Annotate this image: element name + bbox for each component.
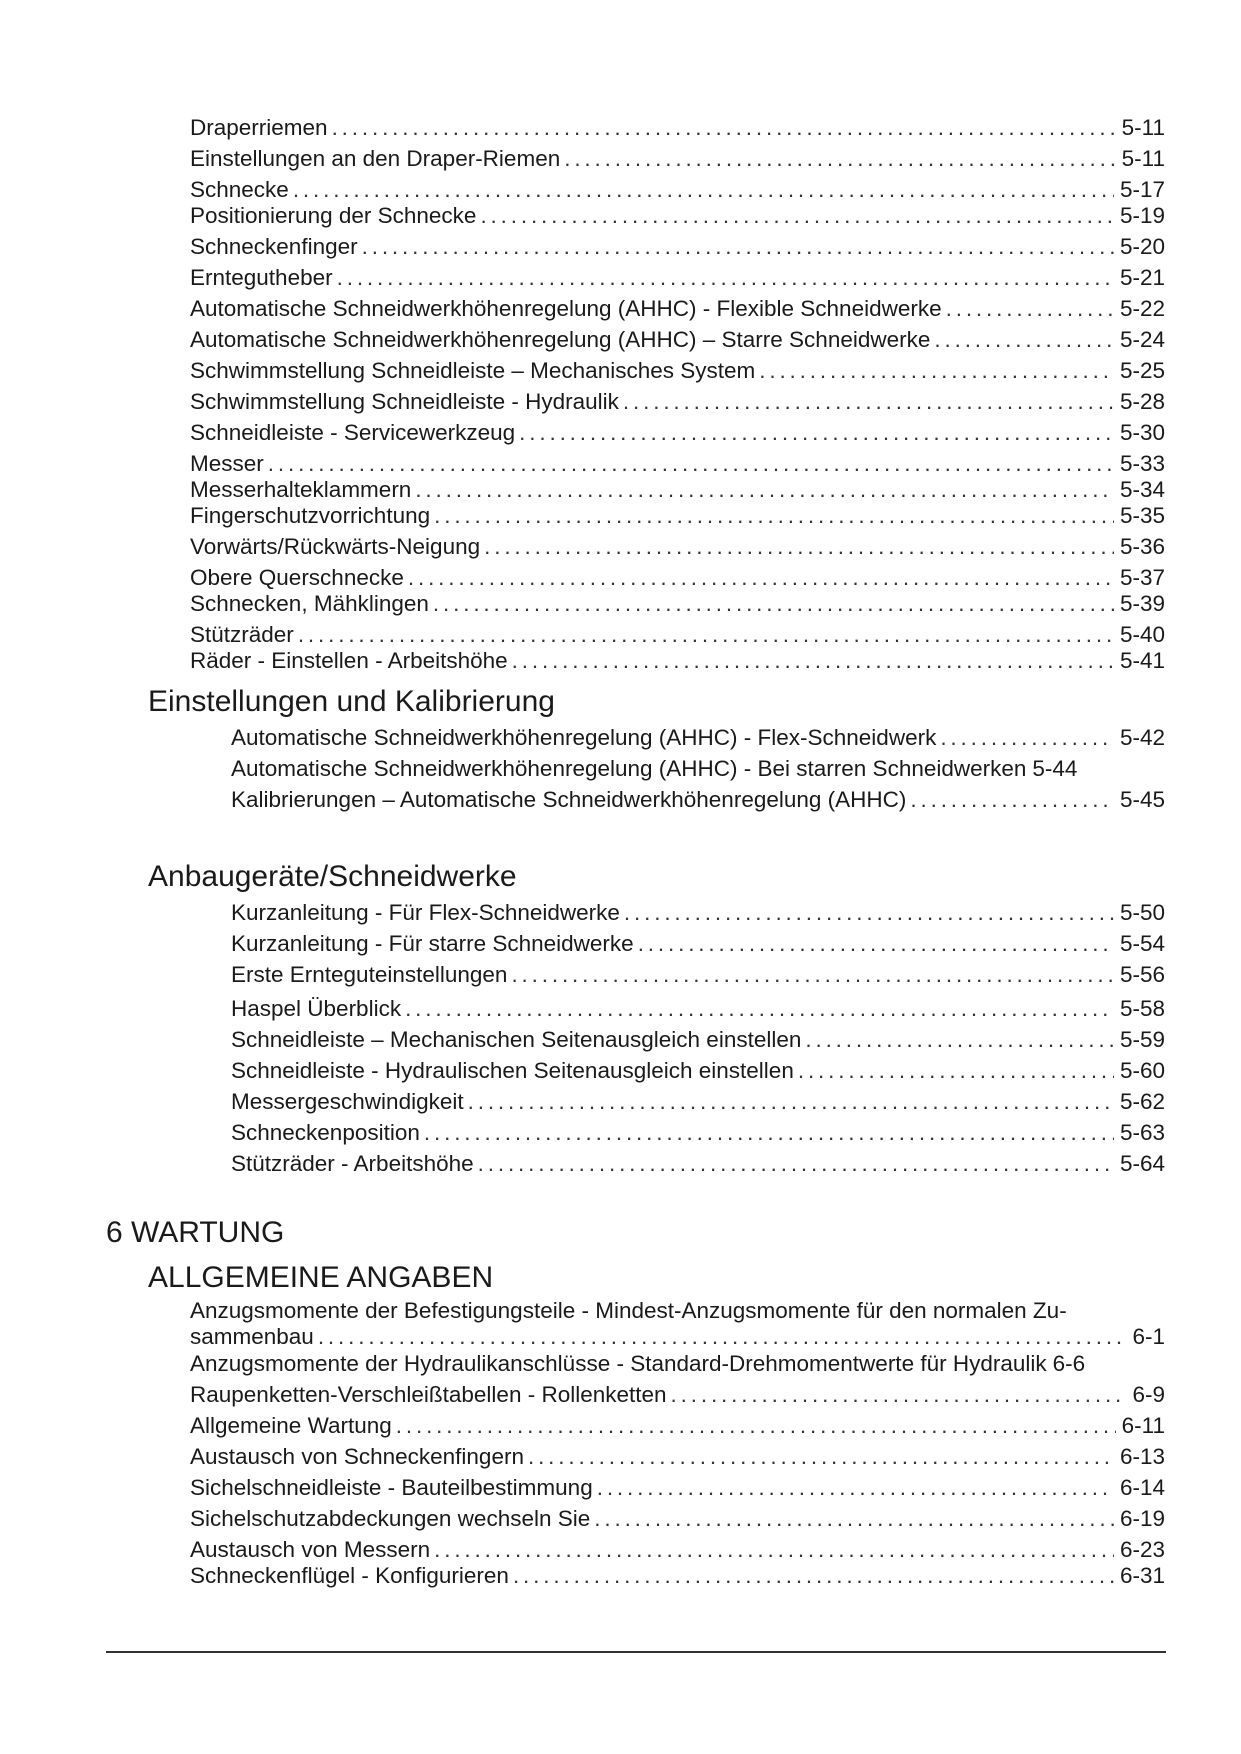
toc-entry-page: 6-19 xyxy=(1119,1506,1165,1531)
toc-entry-title: Schnecken, Mähklingen xyxy=(190,591,429,616)
toc-entry[interactable] xyxy=(231,755,1165,783)
leader-dots xyxy=(594,1505,1114,1533)
toc-entry-title: Kalibrierungen – Automatische Schneidwerkhöhenregelung (AHHC) xyxy=(231,787,907,812)
toc-entry-page: 5-59 xyxy=(1119,1027,1165,1052)
leader-dots xyxy=(511,961,1114,989)
toc-entry-page: 5-30 xyxy=(1119,420,1165,445)
toc-entry[interactable] xyxy=(190,114,1165,142)
leader-dots xyxy=(468,1088,1114,1116)
leader-dots xyxy=(408,564,1114,592)
toc-entry[interactable] xyxy=(231,995,1165,1023)
leader-dots xyxy=(519,419,1114,447)
toc-entry-title: Messer xyxy=(190,451,264,476)
leader-dots xyxy=(405,995,1114,1023)
leader-dots xyxy=(805,1026,1114,1054)
toc-entry-page: 5-63 xyxy=(1119,1120,1165,1145)
toc-entry-page: 5-11 xyxy=(1121,115,1165,140)
toc-entry-title: Haspel Überblick xyxy=(231,996,402,1021)
toc-entry-page: 5-40 xyxy=(1119,622,1165,647)
toc-entry-page: 6-11 xyxy=(1121,1413,1165,1438)
toc-entry-page: 5-36 xyxy=(1119,534,1165,559)
toc-entry-title: Positionierung der Schnecke xyxy=(190,203,477,228)
chapter-heading: 6 WARTUNG xyxy=(106,1216,285,1249)
leader-dots xyxy=(597,1474,1114,1502)
toc-entry-title: Schneidleiste - Hydraulischen Seitenausgleich einstellen xyxy=(231,1058,794,1083)
toc-entry[interactable] xyxy=(190,264,1165,292)
toc-entry[interactable] xyxy=(231,1119,1165,1147)
leader-dots xyxy=(940,724,1114,752)
leader-dots xyxy=(415,476,1114,504)
leader-dots xyxy=(910,786,1114,814)
toc-entry-title: Automatische Schneidwerkhöhenregelung (AHHC) - Bei starren Schneidwerken xyxy=(231,756,1027,781)
leader-dots xyxy=(298,621,1114,649)
toc-entry-page: 5-64 xyxy=(1119,1151,1165,1176)
toc-entry[interactable] xyxy=(190,202,1165,230)
toc-entry-title: Schwimmstellung Schneidleiste - Hydraulik xyxy=(190,389,619,414)
leader-dots xyxy=(484,533,1114,561)
section-heading-general: ALLGEMEINE ANGABEN xyxy=(148,1261,494,1294)
toc-entry-title: Fingerschutzvorrichtung xyxy=(190,503,431,528)
toc-entry-title: Messerhalteklammern xyxy=(190,477,412,502)
toc-entry-title: Kurzanleitung - Für Flex-Schneidwerke xyxy=(231,900,620,925)
toc-entry[interactable] xyxy=(190,1323,1165,1351)
leader-dots xyxy=(268,450,1114,478)
leader-dots xyxy=(528,1443,1114,1471)
leader-dots xyxy=(512,647,1114,675)
toc-entry-page: 5-56 xyxy=(1119,962,1165,987)
leader-dots xyxy=(623,388,1114,416)
toc-entry-title: Schnecke xyxy=(190,177,289,202)
toc-entry[interactable] xyxy=(190,1443,1165,1471)
toc-entry-page: 5-34 xyxy=(1119,477,1165,502)
toc-entry-title: Automatische Schneidwerkhöhenregelung (AHHC) – Starre Schneidwerke xyxy=(190,327,931,352)
toc-entry[interactable] xyxy=(190,1381,1165,1409)
leader-dots xyxy=(564,145,1115,173)
toc-entry-title: Schneidleiste – Mechanischen Seitenausgleich einstellen xyxy=(231,1027,802,1052)
toc-entry-title: Austausch von Messern xyxy=(190,1537,431,1562)
toc-entry[interactable] xyxy=(231,786,1165,814)
toc-entry-title: Räder - Einstellen - Arbeitshöhe xyxy=(190,648,508,673)
toc-entry-title: Sichelschneidleiste - Bauteilbestimmung xyxy=(190,1475,593,1500)
toc-entry-page: 6-1 xyxy=(1132,1324,1165,1349)
toc-entry[interactable] xyxy=(190,476,1165,504)
leader-dots xyxy=(332,114,1116,142)
toc-entry-page: 5-35 xyxy=(1119,503,1165,528)
leader-dots xyxy=(513,1562,1114,1590)
toc-entry[interactable] xyxy=(190,502,1165,530)
leader-dots xyxy=(624,899,1114,927)
toc-entry-title: Automatische Schneidwerkhöhenregelung (AHHC) - Flex-Schneidwerk xyxy=(231,725,937,750)
toc-entry-title: Stützräder - Arbeitshöhe xyxy=(231,1151,474,1176)
toc-entry-title: Schneckenflügel - Konfigurieren xyxy=(190,1563,509,1588)
leader-dots xyxy=(433,590,1114,618)
toc-entry-title: Austausch von Schneckenfingern xyxy=(190,1444,524,1469)
leader-dots xyxy=(293,176,1114,204)
toc-entry-title: Allgemeine Wartung xyxy=(190,1413,392,1438)
toc-entry-page: 5-45 xyxy=(1119,787,1165,812)
leader-dots xyxy=(434,1536,1114,1564)
toc-entry[interactable] xyxy=(231,724,1165,752)
leader-dots xyxy=(478,1150,1114,1178)
toc-entry-page: 5-17 xyxy=(1119,177,1165,202)
toc-entry[interactable] xyxy=(190,388,1165,416)
leader-dots xyxy=(934,326,1114,354)
toc-entry-title: Schneckenposition xyxy=(231,1120,420,1145)
toc-entry-title: Schneckenfinger xyxy=(190,234,358,259)
toc-entry[interactable] xyxy=(190,1350,1165,1378)
toc-entry-title: sammenbau xyxy=(190,1324,314,1349)
toc-entry-title: Sichelschutzabdeckungen wechseln Sie xyxy=(190,1506,591,1531)
leader-dots xyxy=(434,502,1114,530)
toc-entry[interactable] xyxy=(190,419,1165,447)
toc-entry[interactable] xyxy=(231,1057,1165,1085)
toc-entry-title: Erste Ernteguteinstellungen xyxy=(231,962,508,987)
toc-entry[interactable] xyxy=(190,590,1165,618)
toc-entry-page: 5-28 xyxy=(1119,389,1165,414)
toc-entry-page: 5-20 xyxy=(1119,234,1165,259)
toc-entry[interactable] xyxy=(231,1088,1165,1116)
toc-entry[interactable] xyxy=(190,295,1165,323)
leader-dots xyxy=(946,295,1114,323)
toc-entry-page: 5-41 xyxy=(1119,648,1165,673)
toc-entry-title: Einstellungen an den Draper-Riemen xyxy=(190,146,561,171)
toc-entry[interactable] xyxy=(190,1536,1165,1564)
leader-dots xyxy=(759,357,1114,385)
toc-entry-page: 5-22 xyxy=(1119,296,1165,321)
leader-dots xyxy=(424,1119,1114,1147)
toc-entry-title: Anzugsmomente der Hydraulikanschlüsse - Standard-Drehmomentwerte für Hydraulik xyxy=(190,1351,1047,1376)
toc-entry-title: Kurzanleitung - Für starre Schneidwerke xyxy=(231,931,634,956)
leader-dots xyxy=(671,1381,1127,1409)
toc-entry[interactable] xyxy=(190,621,1165,649)
toc-entry-page: 5-42 xyxy=(1119,725,1165,750)
toc-entry-page: 5-24 xyxy=(1119,327,1165,352)
toc-entry[interactable] xyxy=(190,176,1165,204)
toc-entry-page: 5-58 xyxy=(1119,996,1165,1021)
toc-entry-page: 5-19 xyxy=(1119,203,1165,228)
toc-entry-title: Vorwärts/Rückwärts-Neigung xyxy=(190,534,481,559)
leader-dots xyxy=(480,202,1114,230)
toc-entry[interactable] xyxy=(190,326,1165,354)
toc-entry[interactable] xyxy=(190,357,1165,385)
toc-entry[interactable] xyxy=(190,1412,1165,1440)
toc-entry[interactable] xyxy=(231,899,1165,927)
toc-entry-title: Messergeschwindigkeit xyxy=(231,1089,464,1114)
toc-entry[interactable] xyxy=(190,647,1165,675)
toc-entry[interactable] xyxy=(190,1505,1165,1533)
leader-dots xyxy=(337,264,1114,292)
toc-entry-page: 5-62 xyxy=(1119,1089,1165,1114)
toc-entry-title: Automatische Schneidwerkhöhenregelung (AHHC) - Flexible Schneidwerke xyxy=(190,296,942,321)
toc-entry-title: Schneidleiste - Servicewerkzeug xyxy=(190,420,516,445)
leader-dots xyxy=(318,1323,1127,1351)
leader-dots xyxy=(798,1057,1114,1085)
toc-entry[interactable] xyxy=(190,145,1165,173)
toc-entry-page: 5-50 xyxy=(1119,900,1165,925)
toc-entry-page: 5-33 xyxy=(1119,451,1165,476)
toc-entry[interactable] xyxy=(231,930,1165,958)
toc-entry-title: Erntegutheber xyxy=(190,265,333,290)
toc-entry-page: 6-9 xyxy=(1132,1382,1165,1407)
toc-entry[interactable] xyxy=(231,1026,1165,1054)
toc-entry-title: Obere Querschnecke xyxy=(190,565,404,590)
leader-dots xyxy=(396,1412,1116,1440)
toc-entry[interactable] xyxy=(190,533,1165,561)
toc-entry-page: 6-31 xyxy=(1119,1563,1165,1588)
toc-entry-page: 5-37 xyxy=(1119,565,1165,590)
toc-entry[interactable] xyxy=(231,961,1165,989)
toc-entry[interactable] xyxy=(190,564,1165,592)
toc-entry[interactable] xyxy=(190,233,1165,261)
toc-entry[interactable] xyxy=(231,1150,1165,1178)
toc-entry[interactable] xyxy=(190,1562,1165,1590)
toc-entry[interactable] xyxy=(190,450,1165,478)
footer-rule xyxy=(106,1651,1166,1653)
toc-entry-page: 6-23 xyxy=(1119,1537,1165,1562)
toc-entry-page: 5-25 xyxy=(1119,358,1165,383)
leader-dots xyxy=(638,930,1114,958)
section-heading-calibration: Einstellungen und Kalibrierung xyxy=(148,685,555,718)
toc-entry-title: Stützräder xyxy=(190,622,294,647)
toc-entry[interactable] xyxy=(190,1474,1165,1502)
toc-entry-page: 5-54 xyxy=(1119,931,1165,956)
toc-entry-page: 5-39 xyxy=(1119,591,1165,616)
toc-entry-page: 5-44 xyxy=(1032,756,1078,781)
toc-entry-title: Raupenketten-Verschleißtabellen - Rollenketten xyxy=(190,1382,667,1407)
toc-entry-page: 5-21 xyxy=(1119,265,1165,290)
toc-entry-page: 6-6 xyxy=(1052,1351,1086,1376)
section-heading-attachments: Anbaugeräte/Schneidwerke xyxy=(148,860,517,893)
toc-entry-title: Schwimmstellung Schneidleiste – Mechanisches System xyxy=(190,358,756,383)
toc-entry-page: 6-14 xyxy=(1119,1475,1165,1500)
toc-entry-page: 5-11 xyxy=(1121,146,1165,171)
toc-entry-page: 5-60 xyxy=(1119,1058,1165,1083)
toc-entry-title: Draperriemen xyxy=(190,115,328,140)
leader-dots xyxy=(362,233,1114,261)
toc-entry-page: 6-13 xyxy=(1119,1444,1165,1469)
toc-entry-wrapped-line[interactable]: Anzugsmomente der Befestigungsteile - Mindest-Anzugsmomente für den normalen Zu- xyxy=(190,1298,1067,1323)
